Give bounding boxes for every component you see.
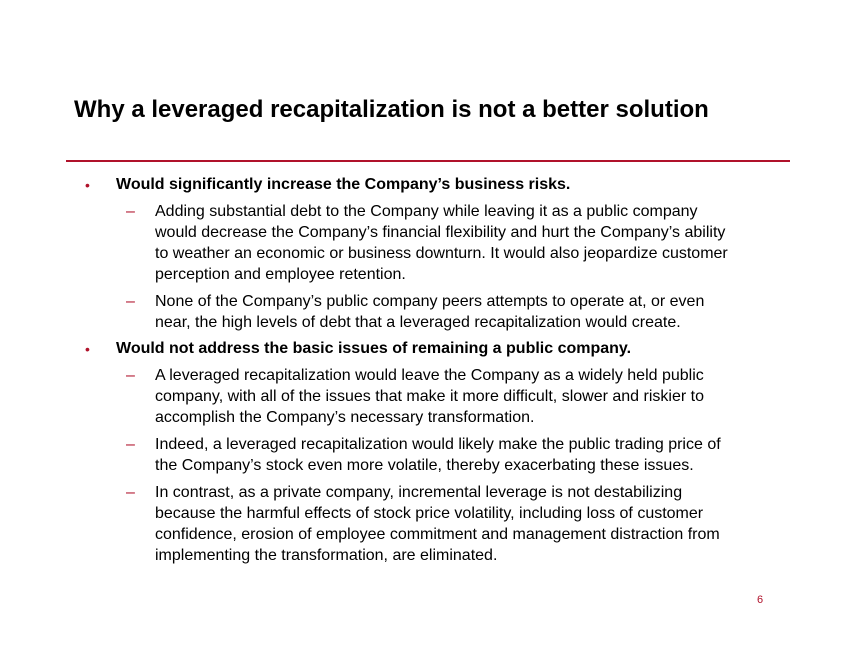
page-number: 6: [757, 594, 764, 606]
sub-point-line: In contrast, as a private company, incremental leverage is not destabilizing: [155, 484, 683, 501]
slide-title: Why a leveraged recapitalization is not a better solution: [74, 96, 709, 123]
sub-point-list: [0, 365, 854, 566]
sub-point: [0, 291, 854, 333]
bullet-icon: •: [85, 177, 90, 193]
dash-icon: –: [126, 203, 135, 220]
bullet-heading: [0, 339, 854, 359]
sub-point-line: near, the high levels of debt that a leveraged recapitalization would create.: [155, 314, 681, 331]
dash-icon: –: [126, 436, 135, 453]
sub-point: [0, 434, 854, 476]
slide-content: [0, 175, 854, 572]
sub-point-line: accomplish the Company’s necessary transformation.: [155, 409, 535, 426]
sub-point-line: A leveraged recapitalization would leave the Company as a widely held public: [155, 367, 704, 384]
sub-point-line: company, with all of the issues that make it more difficult, slower and riskier to: [155, 388, 704, 405]
title-divider: [66, 160, 790, 162]
sub-point-line: because the harmful effects of stock price volatility, including loss of customer: [155, 505, 704, 522]
sub-point: [0, 365, 854, 428]
dash-icon: –: [126, 484, 135, 501]
bullet-heading: [0, 175, 854, 195]
sub-point: [0, 201, 854, 285]
sub-point: [0, 482, 854, 566]
sub-point-line: Adding substantial debt to the Company while leaving it as a public company: [155, 203, 698, 220]
bullet-heading-text: Would not address the basic issues of remaining a public company.: [116, 340, 632, 357]
sub-point-list: [0, 201, 854, 333]
sub-point-line: implementing the transformation, are eliminated.: [155, 547, 498, 564]
bullet-heading-text: Would significantly increase the Company’s business risks.: [116, 176, 571, 193]
sub-point-line: perception and employee retention.: [155, 266, 406, 283]
sub-point-line: Indeed, a leveraged recapitalization would likely make the public trading price of: [155, 436, 721, 453]
bullet-public-company-issues: [0, 339, 854, 566]
dash-icon: –: [126, 367, 135, 384]
sub-point-line: the Company’s stock even more volatile, thereby exacerbating these issues.: [155, 457, 694, 474]
dash-icon: –: [126, 293, 135, 310]
sub-point-line: confidence, erosion of employee commitment and management distraction from: [155, 526, 720, 543]
sub-point-line: to weather an economic or business downturn. It would also jeopardize customer: [155, 245, 728, 262]
bullet-icon: •: [85, 341, 90, 357]
bullet-business-risks: [0, 175, 854, 333]
sub-point-line: would decrease the Company’s financial flexibility and hurt the Company’s ability: [155, 224, 726, 241]
sub-point-line: None of the Company’s public company peers attempts to operate at, or even: [155, 293, 705, 310]
